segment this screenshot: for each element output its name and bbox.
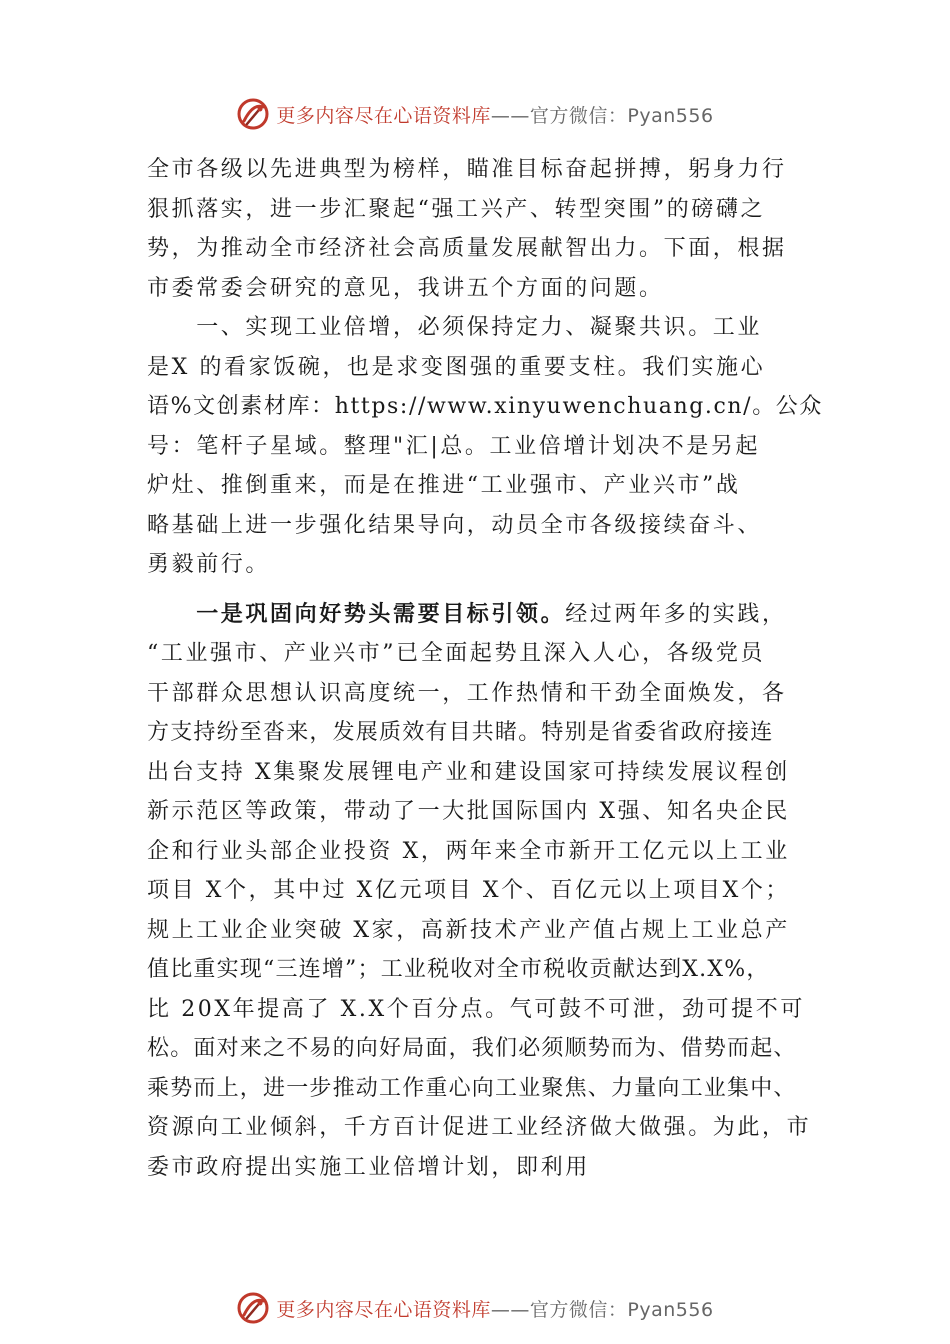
paragraph-3 [147, 595, 847, 1188]
text-line: 略基础上进一步强化结果导向，动员全市各级接续奋斗、 [147, 512, 763, 538]
text-line: 值比重实现“三连增”；工业税收对全市税收贡献达到X.X%， [147, 957, 770, 982]
banner-contact-text: 官方微信：Pyan556 [529, 1298, 714, 1321]
banner-site-text: 更多内容尽在心语资料库 [276, 104, 491, 127]
text-line: 一、实现工业倍增，必须保持定力、凝聚共识。工业 [147, 315, 763, 340]
brand-logo-icon [236, 97, 270, 131]
text-line: 项目 X个，其中过 X亿元项目 X个、百亿元以上项目X个； [147, 878, 791, 903]
paragraph-2 [147, 308, 847, 585]
banner-contact-text: 官方微信：Pyan556 [529, 104, 714, 127]
text-line: 资源向工业倾斜，千方百计促进工业经济做大做强。为此，市 [147, 1115, 812, 1140]
text-line: 乘势而上，进一步推动工作重心向工业聚焦、力量向工业集中、 [147, 1075, 797, 1101]
text-line: 方支持纷至沓来，发展质效有目共睹。特别是省委省政府接连 [147, 720, 774, 745]
banner-dash: —— [490, 1298, 530, 1321]
text-line: 语%文创素材库：https://www.xinyuwenchuang.cn/。公众 [147, 394, 823, 419]
text-line: 干部群众思想认识高度统一，工作热情和干劲全面焕发，各 [147, 680, 787, 706]
text-line: 全市各级以先进典型为榜样，瞄准目标奋起拼搏，躬身力行 [147, 157, 787, 182]
text-line: 狠抓落实，进一步汇聚起“强工兴产、转型突围”的磅礴之 [147, 196, 766, 222]
header-banner [0, 94, 950, 134]
text-line: 松。面对来之不易的向好局面，我们必须顺势而为、借势而起、 [147, 1036, 797, 1061]
footer-banner [0, 1288, 950, 1328]
text-line: 企和行业头部企业投资 X，两年来全市新开工亿元以上工业 [147, 838, 790, 864]
text-line [147, 595, 847, 635]
banner-site-text: 更多内容尽在心语资料库 [276, 1298, 491, 1321]
text-line: 新示范区等政策，带动了一大批国际国内 X强、知名央企民 [147, 799, 790, 824]
text-line: 委市政府提出实施工业倍增计划，即利用 [147, 1154, 590, 1180]
banner-text [276, 1295, 713, 1322]
text-line: 号：笔杆子星域。整理"汇|总。工业倍增计划决不是另起 [147, 433, 761, 459]
section-heading: 一是巩固向好势头需要目标引领。 [147, 600, 566, 627]
text-line: 是X 的看家饭碗，也是求变图强的重要支柱。我们实施心 [147, 354, 766, 380]
banner-dash: —— [490, 104, 530, 127]
text-line: “工业强市、产业兴市”已全面起势且深入人心，各级党员 [147, 641, 766, 666]
banner-text [276, 101, 713, 128]
document-body [147, 150, 847, 1187]
text-line: 势，为推动全市经济社会高质量发展献智出力。下面，根据 [147, 236, 787, 261]
text-line: 比 20X年提高了 X.X个百分点。气可鼓不可泄，劲可提不可 [147, 996, 805, 1022]
paragraph-1 [147, 150, 847, 308]
text-line: 规上工业企业突破 X家，高新技术产业产值占规上工业总产 [147, 917, 790, 943]
brand-logo-icon [236, 1291, 270, 1325]
text-line: 出台支持 X集聚发展锂电产业和建设国家可持续发展议程创 [147, 759, 790, 785]
text-span: 经过两年多的实践， [565, 601, 787, 627]
text-line: 市委常委会研究的意见，我讲五个方面的问题。 [147, 275, 664, 301]
text-line: 炉灶、推倒重来，而是在推进“工业强市、产业兴市”战 [147, 473, 741, 498]
text-line: 勇毅前行。 [147, 552, 271, 577]
